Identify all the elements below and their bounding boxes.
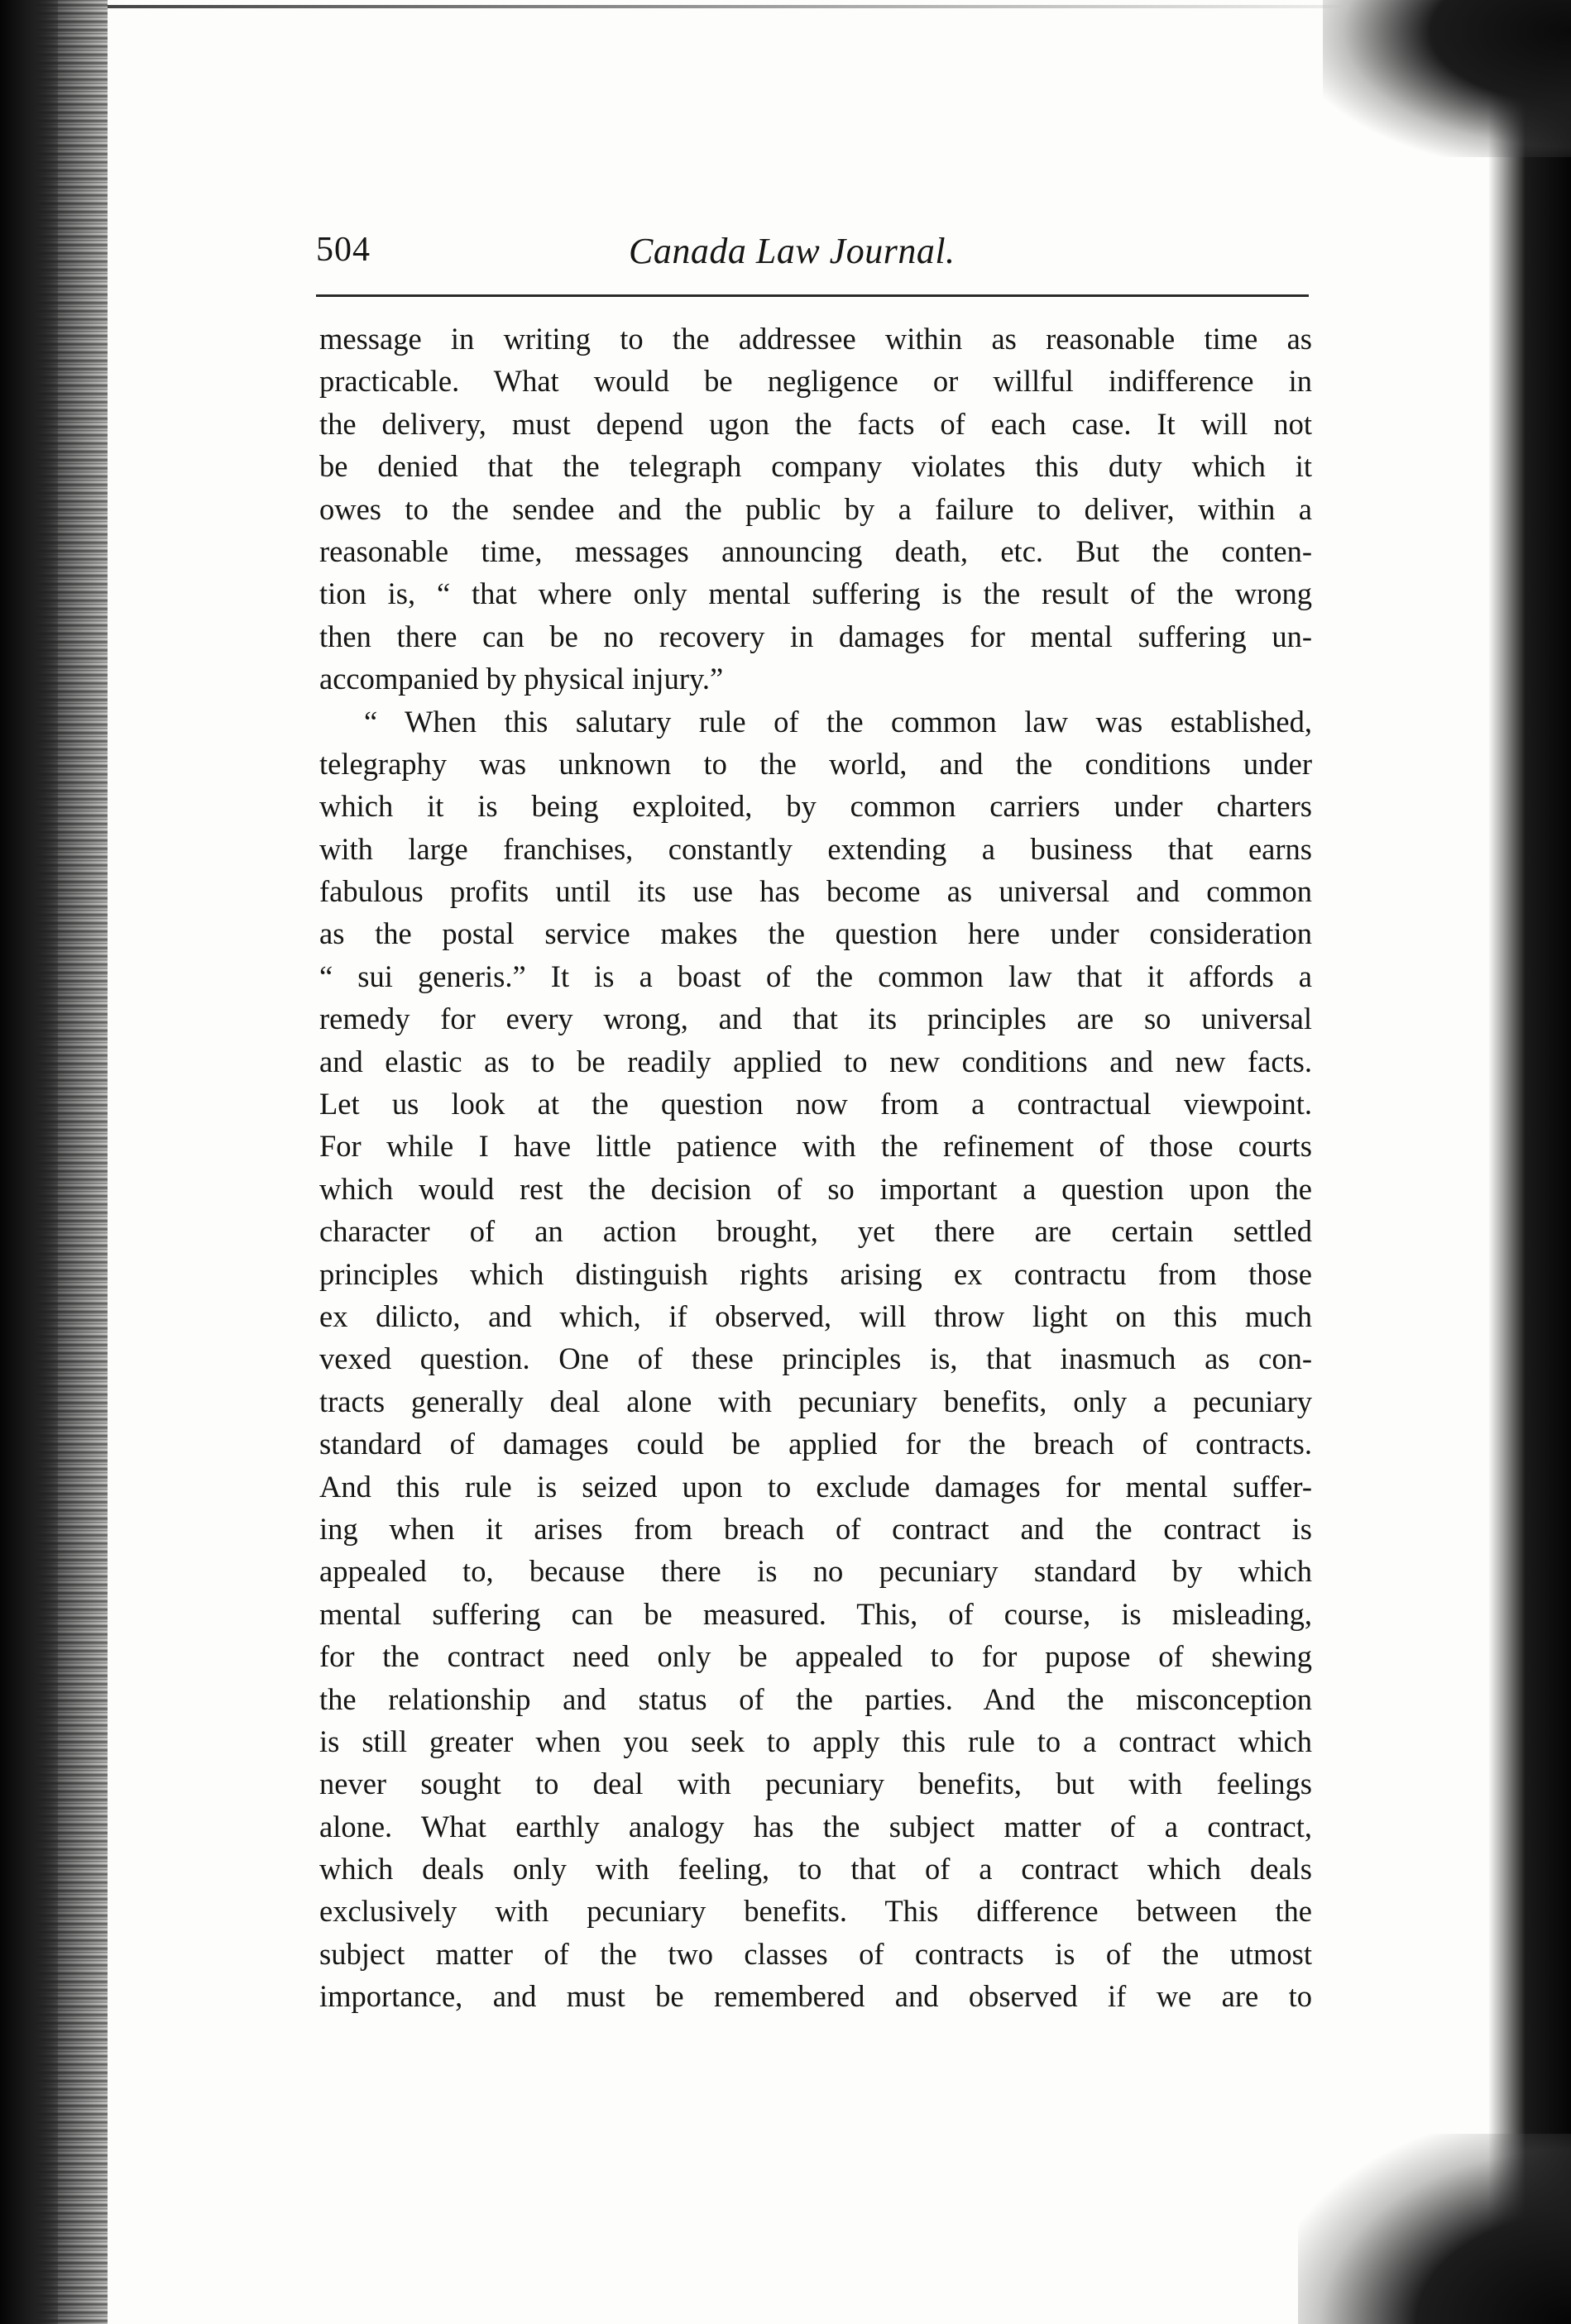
text-line: subject matter of the two classes of contracts is of the utmost: [319, 1936, 1312, 1971]
text-line: and elastic as to be readily applied to new conditions and new facts.: [319, 1044, 1312, 1078]
text-line: message in writing to the addressee within as reasonable time as: [319, 322, 1312, 356]
text-line: tracts generally deal alone with pecuniary benefits, only a pecuniary: [319, 1384, 1312, 1418]
text-line: “ When this salutary rule of the common law was established,: [364, 704, 1312, 739]
text-line: “ sui generis.” It is a boast of the common law that it affords a: [319, 959, 1312, 993]
text-line: never sought to deal with pecuniary benefits, but with feelings: [319, 1767, 1312, 1801]
text-line: principles which distinguish rights arising ex contractu from those: [319, 1256, 1312, 1291]
text-line: fabulous profits until its use has become as universal and common: [319, 874, 1312, 909]
text-line: as the postal service makes the question here under consideration: [319, 916, 1312, 951]
text-line: for the contract need only be appealed to for pupose of shewing: [319, 1639, 1312, 1674]
text-line: accompanied by physical injury.”: [319, 662, 724, 696]
text-line: ing when it arises from breach of contract and the contract is: [319, 1511, 1312, 1546]
text-line: telegraphy was unknown to the world, and the conditions under: [319, 746, 1312, 781]
text-line: mental suffering can be measured. This, of course, is misleading,: [319, 1596, 1312, 1631]
text-line: be denied that the telegraph company violates this duty which it: [319, 449, 1312, 484]
page-header: [316, 230, 1309, 280]
text-line: character of an action brought, yet there are certain settled: [319, 1214, 1312, 1249]
binding-shadow-left-inner: [0, 0, 58, 2324]
text-line: then there can be no recovery in damages for mental suffering un-: [319, 619, 1312, 653]
text-line: is still greater when you seek to apply this rule to a contract which: [319, 1724, 1312, 1758]
text-line: reasonable time, messages announcing death, etc. But the conten-: [319, 533, 1312, 568]
text-line: the delivery, must depend ugon the facts of each case. It will not: [319, 406, 1312, 441]
text-line: which it is being exploited, by common carriers under charters: [319, 789, 1312, 824]
text-line: vexed question. One of these principles is, that inasmuch as con-: [319, 1341, 1312, 1376]
text-line: tion is, “ that where only mental suffering is the result of the wrong: [319, 576, 1312, 611]
text-line: Let us look at the question now from a contractual viewpoint.: [319, 1087, 1312, 1121]
text-line: ex dilicto, and which, if observed, will throw light on this much: [319, 1298, 1312, 1333]
text-line: appealed to, because there is no pecuniary standard by which: [319, 1554, 1312, 1589]
body-text: [319, 318, 1312, 2018]
text-line: which deals only with feeling, to that of a contract which deals: [319, 1852, 1312, 1886]
scan-corner-bottom-right: [1298, 2134, 1571, 2324]
text-line: practicable. What would be negligence or willful indifference in: [319, 364, 1312, 399]
page-number: 504: [316, 231, 371, 269]
text-line: alone. What earthly analogy has the subject matter of a contract,: [319, 1809, 1312, 1843]
text-line: For while I have little patience with the refinement of those courts: [319, 1129, 1312, 1164]
scan-corner-top-right: [1323, 0, 1571, 157]
header-rule: [316, 294, 1309, 297]
text-line: standard of damages could be applied for the breach of contracts.: [319, 1427, 1312, 1461]
text-line: with large franchises, constantly extending a business that earns: [319, 831, 1312, 866]
text-line: which would rest the decision of so important a question upon the: [319, 1171, 1312, 1206]
text-line: importance, and must be remembered and observed if we are to: [319, 1979, 1312, 2014]
text-line: remedy for every wrong, and that its principles are so universal: [319, 1002, 1312, 1036]
text-line: owes to the sendee and the public by a failure to deliver, within a: [319, 491, 1312, 526]
text-line: And this rule is seized upon to exclude damages for mental suffer-: [319, 1469, 1312, 1504]
scan-edge-right: [1488, 0, 1571, 2324]
running-title: Canada Law Journal.: [629, 231, 956, 271]
text-line: the relationship and status of the parties. And the misconception: [319, 1681, 1312, 1716]
scan-edge-top: [108, 5, 1348, 8]
text-line: exclusively with pecuniary benefits. This difference between the: [319, 1894, 1312, 1929]
